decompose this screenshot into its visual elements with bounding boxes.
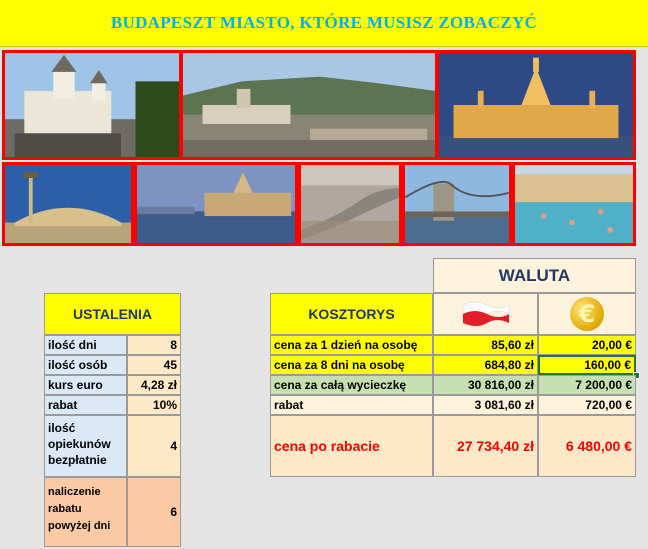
waluta-pln-cell [433,293,538,335]
ustalenia-value-discount[interactable]: 10% [127,395,181,415]
waluta-header: WALUTA [433,258,636,293]
kosztorys-eur-3[interactable]: 7 200,00 € [538,375,636,395]
ustalenia-label-people: ilość osób [44,355,127,375]
ustalenia-value-euro-rate[interactable]: 4,28 zł [127,375,181,395]
ustalenia-label-free-guardians: ilość opiekunów bezpłatnie [44,415,127,477]
ustalenia-label-discount: rabat [44,395,127,415]
ustalenia-value-free-guardians[interactable]: 4 [127,415,181,477]
photo-aerial-danube-view[interactable] [298,162,402,246]
kosztorys-eur-2-selected[interactable]: 160,00 € [538,355,636,375]
kosztorys-label-3: cena za całą wycieczkę [270,375,433,395]
euro-symbol: € [578,300,596,328]
sheet-title: BUDAPESZT MIASTO, KTÓRE MUSISZ ZOBACZYĆ [0,0,648,47]
poland-flag-icon [461,299,511,329]
photo-fishermans-bastion[interactable] [2,50,182,160]
kosztorys-eur-1[interactable]: 20,00 € [538,335,636,355]
photo-chain-bridge[interactable] [402,162,512,246]
waluta-eur-cell [538,293,636,335]
photo-heroes-square[interactable] [2,162,134,246]
ustalenia-header: USTALENIA [44,293,181,335]
ustalenia-value-days[interactable]: 8 [127,335,181,355]
ustalenia-value-people[interactable]: 45 [127,355,181,375]
kosztorys-header: KOSZTORYS [270,293,433,335]
kosztorys-pln-4[interactable]: 3 081,60 zł [433,395,538,415]
photo-danube-parliament[interactable] [134,162,298,246]
photo-parliament-night[interactable] [436,50,636,160]
kosztorys-label-1: cena za 1 dzień na osobę [270,335,433,355]
ustalenia-label-discount-threshold: naliczenie rabatu powyżej dni [44,477,127,547]
kosztorys-pln-3[interactable]: 30 816,00 zł [433,375,538,395]
ustalenia-value-discount-threshold[interactable]: 6 [127,477,181,547]
kosztorys-label-4: rabat [270,395,433,415]
kosztorys-pln-1[interactable]: 85,60 zł [433,335,538,355]
kosztorys-final-label: cena po rabacie [270,415,433,477]
kosztorys-label-2: cena za 8 dni na osobę [270,355,433,375]
photo-szechenyi-baths[interactable] [512,162,636,246]
kosztorys-pln-2[interactable]: 684,80 zł [433,355,538,375]
kosztorys-eur-4[interactable]: 720,00 € [538,395,636,415]
ustalenia-label-days: ilość dni [44,335,127,355]
kosztorys-final-eur[interactable]: 6 480,00 € [538,415,636,477]
kosztorys-final-pln[interactable]: 27 734,40 zł [433,415,538,477]
ustalenia-label-euro-rate: kurs euro [44,375,127,395]
euro-coin-icon [570,297,604,331]
photo-buda-castle-panorama[interactable] [180,50,438,160]
